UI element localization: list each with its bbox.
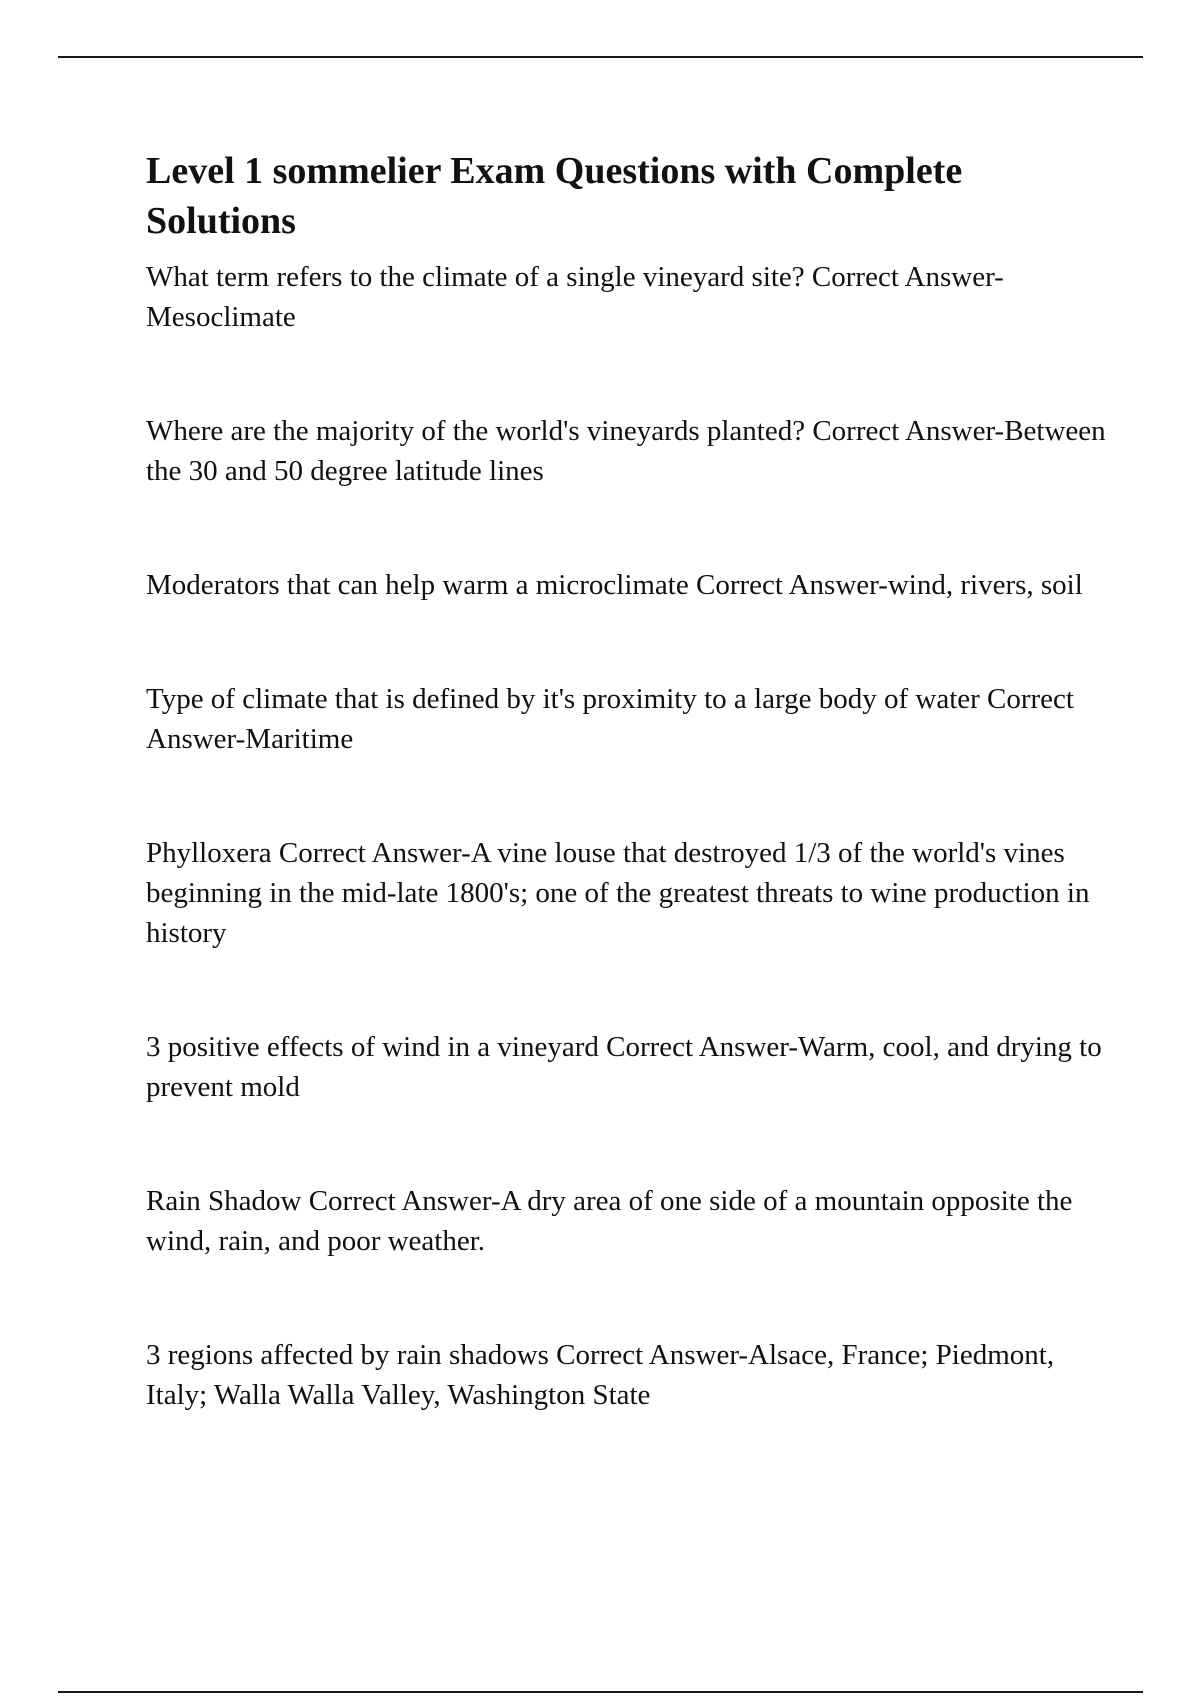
document-body [146,146,1106,1489]
qa-item: Where are the majority of the world's vineyards planted? Correct Answer-Between the 30 and 50 degree latitude lines [146,415,1106,487]
document-title: Level 1 sommelier Exam Questions with Complete Solutions [146,150,963,242]
qa-item: 3 regions affected by rain shadows Correct Answer-Alsace, France; Piedmont, Italy; Walla Walla Valley, Washington State [146,1339,1055,1411]
qa-item: Phylloxera Correct Answer-A vine louse that destroyed 1/3 of the world's vines beginning in the mid-late 1800's; one of the greatest threats to wine production in history [146,837,1090,949]
qa-list [146,257,1106,1415]
qa-item: 3 positive effects of wind in a vineyard Correct Answer-Warm, cool, and drying to prevent mold [146,1031,1102,1103]
qa-item: Moderators that can help warm a microclimate Correct Answer-wind, rivers, soil [146,569,1083,601]
qa-item: Rain Shadow Correct Answer-A dry area of one side of a mountain opposite the wind, rain, and poor weather. [146,1185,1073,1257]
qa-item: What term refers to the climate of a single vineyard site? Correct Answer-Mesoclimate [146,261,1004,333]
top-rule [58,56,1143,58]
bottom-rule [58,1691,1143,1693]
qa-item: Type of climate that is defined by it's proximity to a large body of water Correct Answer-Maritime [146,683,1074,755]
